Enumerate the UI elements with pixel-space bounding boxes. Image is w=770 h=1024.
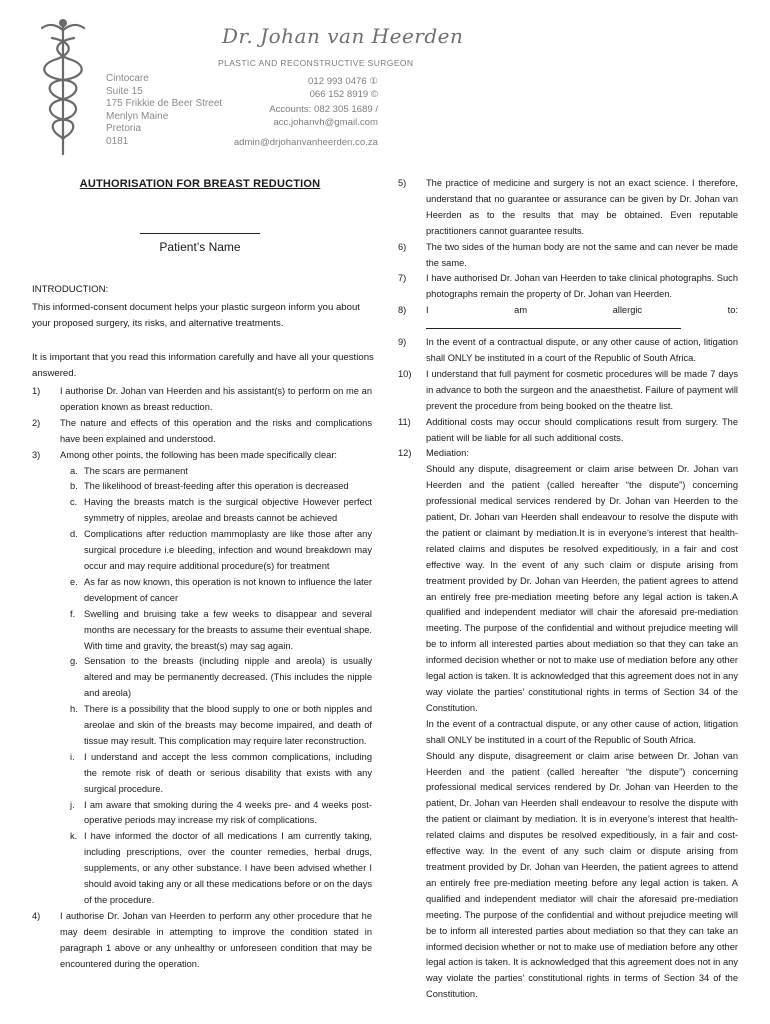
sub-item [70,654,372,702]
item-text: The two sides of the human body are not the same and can never be made the same. [426,241,738,268]
sub-item-text: Sensation to the breasts (including nipple and areola) is usually altered and may be permanently decreased. (This includes the nipple and areola) [84,656,372,699]
intro-text: This informed-consent document helps your plastic surgeon inform you about your proposed surgery, its risks, and alternative treatments. [32,302,360,329]
sub-item-text: Complications after reduction mammoplasty are like those after any surgical procedure i.e bleeding, infection and wound breakdown may occur and may require additional procedure(s) for treatment [84,529,372,571]
list-item [398,240,738,272]
list-item [398,446,738,1003]
sub-item-text: Having the breasts match is the surgical objective However perfect symmetry of nipples, areolae and breasts cannot be achieved [84,497,372,524]
accounts-contact [260,103,378,129]
phone-numbers [300,75,378,101]
list-item [398,271,738,303]
mediation-paragraph: Should any dispute, disagreement or claim arise between Dr. Johan van Heerden and the patient (called hereafter “the dispute”) concerning professional medical services rendered by Dr. Johan van Heerden to the patient, Dr. Johan van Heerden shall endeavour to resolve the dispute with the patient or claimant by mediation.It is in everyone’s interest that health-related claims and disputes be resolved expeditiously, in a fair and cost effective way. In the event of any such claim or dispute arising from treatment provided by Dr. Johan van Heerden, the patient agrees to attend an entirely free pre-mediation meeting before any legal action is taken.A qualified and independent mediator will chair the aforesaid pre-mediation meeting. The purpose of the confidential and without prejudice meeting will be to inform all interested parties about mediation so that they can take an informed decision whether or not to make use of mediation before any other legal action is taken. It is acknowledged that this agreement does not in any way violate the parties’ constitutional rights in terms of Section 34 of the Constitution. [426,464,738,713]
item-number: 10) [398,368,412,379]
address-line: 175 Frikkie de Beer Street [106,98,223,110]
list-item [398,303,738,335]
sub-item-text: The scars are permanent [84,465,188,476]
list-item [32,416,372,448]
sub-item [70,495,372,527]
item-number: 4) [32,910,41,921]
accounts-email: acc.johanvh@gmail.com [273,117,378,128]
copyright-icon: © [370,89,378,100]
sub-item-letter: c. [70,497,78,508]
sub-item-text: As far as now known, this operation is not known to influence the later development of cancer [84,576,372,603]
address-line: Cintocare [106,73,149,84]
item-text: Additional costs may occur should complications result from surgery. The patient will be liable for all such additional costs. [426,416,738,443]
sub-item-letter: f. [70,608,76,619]
practice-address [106,73,222,149]
address-line: 0181 [106,135,129,147]
sub-item-letter: k. [70,831,78,842]
item-text: I authorise Dr. Johan van Heerden and his assistant(s) to perform on me an operation known as breast reduction. [60,386,372,412]
item-text: I have authorised Dr. Johan van Heerden to take clinical photographs. Such photographs remain the property of Dr. Johan van Heerden. [426,273,738,300]
item-number: 6) [398,241,407,252]
sub-item [70,750,372,798]
list-item [32,448,372,909]
intro-heading: INTRODUCTION: [32,284,109,295]
right-column [398,176,738,1003]
mediation-paragraph: Should any dispute, disagreement or claim arise between Dr. Johan van Heerden and the patient (called hereafter “the dispute”) concerning professional medical services rendered by Dr. Johan van Heerden to the patient, Dr. Johan van Heerden shall endeavour to resolve the dispute with the patient or claimant by mediation. It is in everyone’s interest that health-related claims and disputes be resolved expeditiously, in a fair and cost-effective way. In the event of any such claim or dispute arising from treatment provided by Dr. Johan van Heerden, the patient agrees to attend an entirely free pre-mediation meeting before any legal action is taken. A qualified and independent mediator will chair the aforesaid pre-mediation meeting. The purpose of the confidential and without prejudice meeting will be to inform all interested parties about mediation so that they can take an informed decision whether or not to make use of mediation before any other legal action is taken. It is acknowledged that this agreement does not in any way violate the parties’ constitutional rights in terms of Section 34 of the Constitution. [426,750,738,1000]
list-item [32,909,372,973]
sub-item-letter: b. [70,481,78,492]
doctor-name: Dr. Johan van Heerden [222,24,464,48]
item-number: 9) [398,337,407,348]
sub-item-text: I am aware that smoking during the 4 weeks pre- and 4 weeks post-operative periods may increase my risk of complications. [84,799,372,826]
sub-item-text: I have informed the doctor of all medications I am currently taking, including prescriptions, over the counter remedies, herbal drugs, supplements, or any other substance. I have been advised whether I should avoid taking any or all these medications before or on the days of the procedure. [84,831,372,905]
item-text: Mediation: [426,448,469,459]
address-line: Suite 15 [106,85,143,97]
item-text: I understand that full payment for cosmetic procedures will be made 7 days in advance to both the surgeon and the anaesthetist. Failure of payment will prevent the procedure from being booked on the theatre list. [426,368,738,411]
sub-item-letter: e. [70,576,78,587]
sub-item-text: There is a possibility that the blood supply to one or both nipples and areolae and skin of the breasts may become impaired, and death of tissue may result. This complication may require later reconstruction. [84,704,372,746]
item-text: In the event of a contractual dispute, or any other cause of action, litigation shall ONLY be instituted in a court of the Republic of South Africa. [426,337,738,363]
item-number: 8) [398,305,407,316]
item-number: 12) [398,448,412,459]
document-title: AUTHORISATION FOR BREAST REDUCTION [79,178,321,190]
item-number: 11) [398,416,411,427]
item-number: 5) [398,178,407,188]
allergy-field[interactable] [426,319,681,329]
item-number: 7) [398,273,407,284]
sub-item-letter: d. [70,529,78,540]
sub-item-letter: i. [70,751,75,762]
sub-item-text: I understand and accept the less common complications, including the remote risk of death or serious disability that exists with any surgical procedure. [84,751,372,794]
sub-item-letter: j. [70,799,75,810]
left-column [32,384,372,973]
item-text: I am allergic to: [426,305,738,316]
item-number: 3) [32,449,41,460]
admin-email: admin@drjohanvanheerden.co.za [233,137,378,148]
mobile-number: 066 152 8919 [309,89,369,100]
sub-item-text: Swelling and bruising take a few weeks to disappear and several months are necessary for the breasts to assume their eventual shape. With time and gravity, the breast(s) may sag again. [84,608,372,651]
phone-icon: ① [369,76,378,87]
item-text: Among other points, the following has been made specifically clear: [60,449,337,460]
important-notice: It is important that you read this information carefully and have all your questions answered. [32,352,374,379]
sub-item-text: The likelihood of breast-feeding after this operation is decreased [84,481,349,492]
caduceus-logo [34,14,92,162]
sub-item-letter: g. [70,656,78,667]
patient-name-label: Patient’s Name [159,240,241,254]
sub-item-letter: h. [70,704,78,715]
sub-item [70,798,372,830]
item-text: The nature and effects of this operation and the risks and complications have been explained and understood. [60,417,372,444]
list-item [32,384,372,416]
item-number: 1) [32,386,41,396]
patient-name-line[interactable] [140,233,260,234]
list-item [398,367,738,415]
sub-item [70,702,372,750]
address-line: Pretoria [106,123,142,135]
sub-item [70,464,372,480]
sub-item [70,527,372,575]
sub-item [70,607,372,655]
sub-item [70,479,372,495]
list-item [398,335,738,367]
sub-item-letter: a. [70,465,78,476]
phone-number: 012 993 0476 [308,76,367,87]
accounts-line: Accounts: 082 305 1689 / [269,104,378,115]
sub-item [70,575,372,607]
item-number: 2) [32,417,41,428]
item-text: I authorise Dr. Johan van Heerden to perform any other procedure that he may deem desirable in attempting to improve the condition stated in paragraph 1 above or any unhealthy or unforeseen condition that may be encountered during the operation. [60,910,372,969]
mediation-paragraph: In the event of a contractual dispute, or any other cause of action, litigation shall ONLY be instituted in a court of the Republic of South Africa. [426,718,738,745]
list-item [398,415,738,447]
list-item [398,176,738,240]
doctor-title: PLASTIC AND RECONSTRUCTIVE SURGEON [218,58,414,68]
address-line: Menlyn Maine [106,110,169,122]
sub-item [70,829,372,909]
item-text: The practice of medicine and surgery is not an exact science. I therefore, understand that no guarantee or assurance can be given by Dr. Johan van Heerden as to the results that may be obtained. Even reputable practitioners cannot guarantee results. [426,178,738,236]
